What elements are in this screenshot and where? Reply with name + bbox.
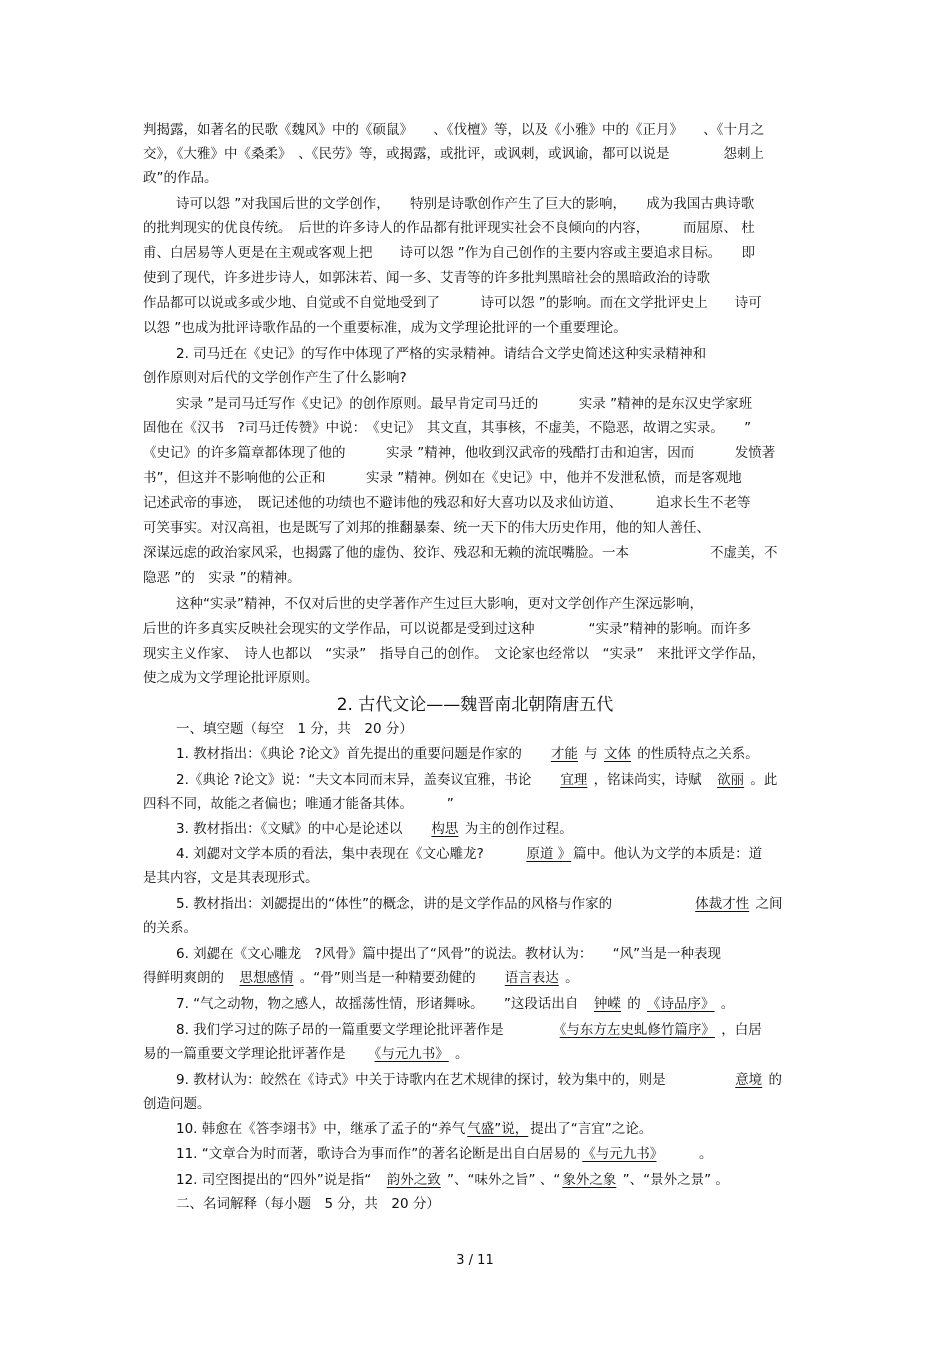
body-line: 使到了现代，许多进步诗人，如郭沫若、闻一多、艾青等的许多批判黑暗社会的黑暗政治的诗歌 — [143, 270, 710, 286]
body-line: 判揭露，如著名的民歌《魏风》中的《硕鼠》 、《伐檀》等，以及《小雅》中的《正月》 、《十月之 — [143, 122, 764, 138]
body-line: 甫、白居易等人更是在主观或客观上把 诗可以怨 ”作为自己创作的主要内容或主要追求目标。 即 — [143, 245, 756, 261]
fill-item: 11. “文章合为时而著，歌诗合为事而作”的著名论断是出自白居易的 《与元九书》 。 — [176, 1146, 713, 1162]
question-line: 2. 司马迁在《史记》的写作中体现了严格的实录精神。请结合文学史简述这种实录精神和 — [176, 346, 707, 362]
body-line: 这种“实录”精神，不仅对后世的史学著作产生过巨大影响，更对文学创作产生深远影响， — [176, 596, 703, 612]
fill-item: 1. 教材指出：《典论 ?论文》首先提出的重要问题是作家的 才能 与 文体 的性质特点之关系。 — [176, 746, 759, 762]
answer-blank: 宜理 — [560, 772, 588, 788]
answer-blank: 钟嵘 — [593, 996, 621, 1012]
question-line: 创作原则对后代的文学创作产生了什么影响? — [143, 370, 407, 386]
fill-item: 是其内容，文是其表现形式。 — [143, 870, 319, 886]
body-line: 深谋远虑的政治家风采，也揭露了他的虚伪、狡诈、残忍和无赖的流氓嘴脸。一本 不虚美，不 — [143, 545, 778, 561]
answer-blank: 《与元九书》 — [582, 1146, 657, 1162]
fill-item: 2.《典论 ?论文》说：“夫文本同而末异，盖奏议宜雅，书论 宜理 ，铭诔尚实，诗赋 欲丽 。此 — [176, 772, 778, 788]
fill-item: 3. 教材指出：《文赋》的中心是论述以 构思 为主的创作过程。 — [176, 821, 573, 837]
answer-blank: 气盛”说， — [467, 1121, 529, 1137]
answer-blank: 欲丽 — [717, 772, 745, 788]
body-line: 隐恶 ”的 实录 ”的精神。 — [143, 570, 301, 586]
fill-item: 易的一篇重要文学理论批评著作是 《与元九书》 。 — [143, 1046, 469, 1062]
fill-item: 6. 刘勰在《文心雕龙 ?风骨》篇中提出了“风骨”的说法。教材认为： “风”当是一种表现 — [176, 946, 722, 962]
body-line: 现实主义作家、 诗人也都以 “实录” 指导自己的创作。 文论家也经常以 “实录” 来批评文学作品， — [143, 646, 765, 662]
fill-item: 5. 教材指出：刘勰提出的“体性”的概念，讲的是文学作品的风格与作家的 体裁才性 之间 — [176, 896, 783, 912]
answer-blank: 意境 — [735, 1072, 763, 1088]
fill-item: 四科不同，故能之者偏也；唯通才能备其体。 ” — [143, 796, 454, 812]
fill-item: 的关系。 — [143, 920, 197, 936]
answer-blank: 《与东方左史虬修竹篇序》 — [559, 1022, 715, 1038]
fill-item: 得鲜明爽朗的 思想感情 。“骨”则当是一种精要劲健的 语言表达 。 — [143, 970, 579, 986]
answer-blank: 语言表达 — [504, 970, 559, 986]
answer-blank: 《与元九书》 — [374, 1046, 449, 1062]
body-line: 记述武帝的事迹， 既记述他的功绩也不避讳他的残忍和好大喜功以及求仙访道、 追求长生不老等 — [143, 495, 751, 511]
fill-item: 12. 司空图提出的“四外”说是指“ 韵外之致 ”、“味外之旨” 、“ 象外之象 ”、“景外之景” 。 — [176, 1172, 729, 1188]
fill-item: 8. 我们学习过的陈子昂的一篇重要文学理论批评著作是 《与东方左史虬修竹篇序》 ，白居 — [176, 1022, 762, 1038]
fill-item: 9. 教材认为：皎然在《诗式》中关于诗歌内在艺术规律的探讨，较为集中的，则是 意境 的 — [176, 1072, 782, 1088]
body-line: 后世的许多真实反映社会现实的文学作品，可以说都是受到过这种 “实录”精神的影响。而许多 — [143, 621, 751, 637]
fill-in-header: 一、填空题（每空 1 分，共 20 分） — [176, 721, 413, 737]
body-line: 《史记》的许多篇章都体现了他的 实录 ”精神，他收到汉武帝的残酷打击和迫害，因而 发愤著 — [143, 445, 776, 461]
body-line: 作品都可以说或多或少地、自觉或不自觉地受到了 诗可以怨 ”的影响。而在文学批评史上 诗可 — [143, 295, 762, 311]
answer-blank: 韵外之致 — [386, 1172, 441, 1188]
answer-blank: 体裁才性 — [695, 896, 750, 912]
body-line: 书”，但这并不影响他的公正和 实录 ”精神。例如在《史记》中，他并不发泄私愤，而是客观地 — [143, 470, 742, 486]
fill-item: 10. 韩愈在《答李翊书》中，继承了孟子的“养气 气盛”说， 提出了“言宜”之论。 — [176, 1121, 653, 1137]
answer-blank: 文体 — [603, 746, 631, 762]
body-line: 使之成为文学理论批评原则。 — [143, 670, 319, 686]
body-line: 以怨 ”也成为批评诗歌作品的一个重要标准，成为文学理论批评的一个重要理论。 — [143, 320, 627, 336]
body-line: 交》，《大雅》中《桑柔》 、《民劳》等，或揭露，或批评，或讽刺，或讽谕，都可以说是 怨刺上 — [143, 146, 764, 162]
body-line: 可笑事实。对汉高祖，也是既写了刘邦的推翻暴秦、统一天下的伟大历史作用，他的知人善任、 — [143, 520, 710, 536]
answer-blank: 原道 》 — [526, 846, 572, 862]
noun-header: 二、名词解释（每小题 5 分，共 20 分） — [176, 1196, 440, 1212]
answer-blank: 象外之象 — [562, 1172, 617, 1188]
body-line: 实录 ”是司马迁写作《史记》的创作原则。最早肯定司马迁的 实录 ”精神的是东汉史学家班 — [176, 396, 753, 412]
fill-item: 4. 刘勰对文学本质的看法，集中表现在《文心雕龙? 原道 》 篇中。他认为文学的本质是：道 — [176, 846, 763, 862]
body-line: 诗可以怨 ”对我国后世的文学创作， 特别是诗歌创作产生了巨大的影响， 成为我国古典诗歌 — [176, 196, 755, 212]
fill-item: 7. “气之动物，物之感人，故摇荡性情，形诸舞咏。 ”这段话出自 钟嵘 的 《诗品序》 。 — [176, 996, 735, 1012]
answer-blank: 《诗品序》 — [647, 996, 715, 1012]
page-number: 3 / 11 — [456, 1253, 494, 1268]
fill-item: 创造问题。 — [143, 1096, 211, 1112]
answer-blank: 构思 — [431, 821, 459, 837]
answer-blank: 才能 — [550, 746, 578, 762]
body-line: 固他在《汉书 ?司马迁传赞》中说： 《史记》 其文直，其事核，不虚美，不隐恶，故谓之实录。 ” — [143, 420, 752, 436]
body-line: 政”的作品。 — [143, 170, 218, 186]
answer-blank: 思想感情 — [239, 970, 294, 986]
body-line: 的批判现实的优良传统。 后世的许多诗人的作品都有批评现实社会不良倾向的内容， 而屈原、 杜 — [143, 220, 755, 236]
section-title: 2. 古代文论——魏晋南北朝隋唐五代 — [336, 695, 614, 715]
